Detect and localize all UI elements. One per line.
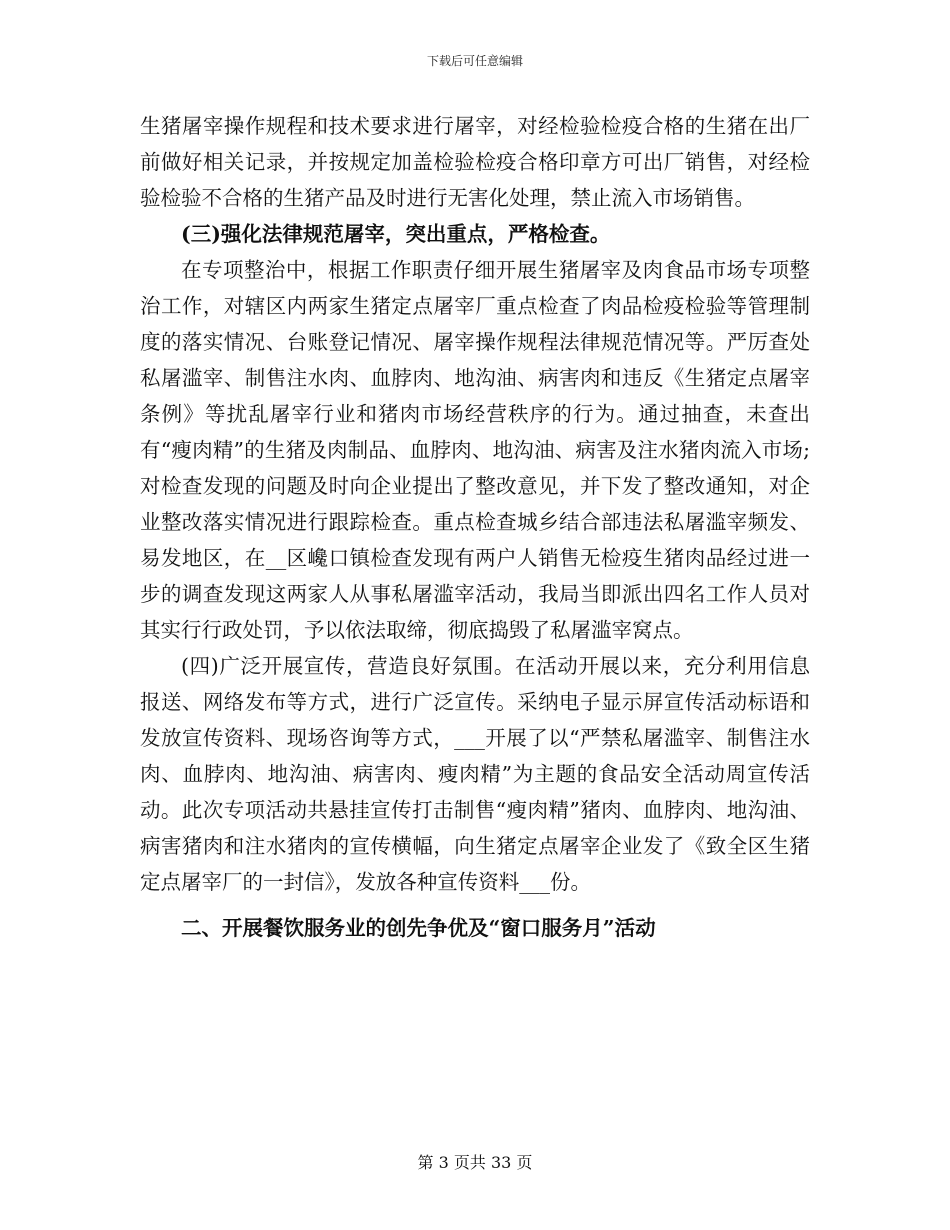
page-footer: 第 3 页共 33 页 <box>417 1153 533 1172</box>
paragraph-inspection: 在专项整治中，根据工作职责仔细开展生猪屠宰及肉食品市场专项整治工作，对辖区内两家生猪定点屠宰厂重点检查了肉品检疫检验等管理制度的落实情况、台账登记情况、屠宰操作规程法律规范情况等。严厉查处私屠滥宰、制售注水肉、血脖肉、地沟油、病害肉和违反《生猪定点屠宰条例》等扰乱屠宰行业和猪肉市场经营秩序的行为。通过抽查，未查出有“瘦肉精”的生猪及肉制品、血脖肉、地沟油、病害及注水猪肉流入市场;对检查发现的问题及时向企业提出了整改意见，并下发了整改通知，对企业整改落实情况进行跟踪检查。重点检查城乡结合部违法私屠滥宰频发、易发地区，在__区巉口镇检查发现有两户人销售无检疫生猪肉品经过进一步的调查发现这两家人从事私屠滥宰活动，我局当即派出四名工作人员对其实行行政处罚，予以依法取缔，彻底捣毁了私屠滥宰窝点。 <box>140 258 810 642</box>
paragraph-publicity: (四)广泛开展宣传，营造良好氛围。在活动开展以来，充分利用信息报送、网络发布等方式，进行广泛宣传。采纳电子显示屏宣传活动标语和发放宣传资料、现场咨询等方式，___开展了以“严禁私屠滥宰、制售注水肉、血脖肉、地沟油、病害肉、瘦肉精”为主题的食品安全活动周宣传活动。此次专项活动共悬挂宣传打击制售“瘦肉精”猪肉、血脖肉、地沟油、病害猪肉和注水猪肉的宣传横幅，向生猪定点屠宰企业发了《致全区生猪定点屠宰厂的一封信》，发放各种宣传资料___份。 <box>140 654 810 894</box>
paragraph-continued: 生猪屠宰操作规程和技术要求进行屠宰，对经检验检疫合格的生猪在出厂前做好相关记录，并按规定加盖检验检疫合格印章方可出厂销售，对经检验检验不合格的生猪产品及时进行无害化处理，禁止流入市场销售。 <box>140 114 810 210</box>
section-heading-2: 二、开展餐饮服务业的创先争优及“窗口服务月”活动 <box>181 916 656 940</box>
page-header: 下载后可任意编辑 <box>426 54 523 68</box>
section-heading-3: (三)强化法律规范屠宰，突出重点，严格检查。 <box>181 222 611 246</box>
document-body <box>140 108 810 946</box>
